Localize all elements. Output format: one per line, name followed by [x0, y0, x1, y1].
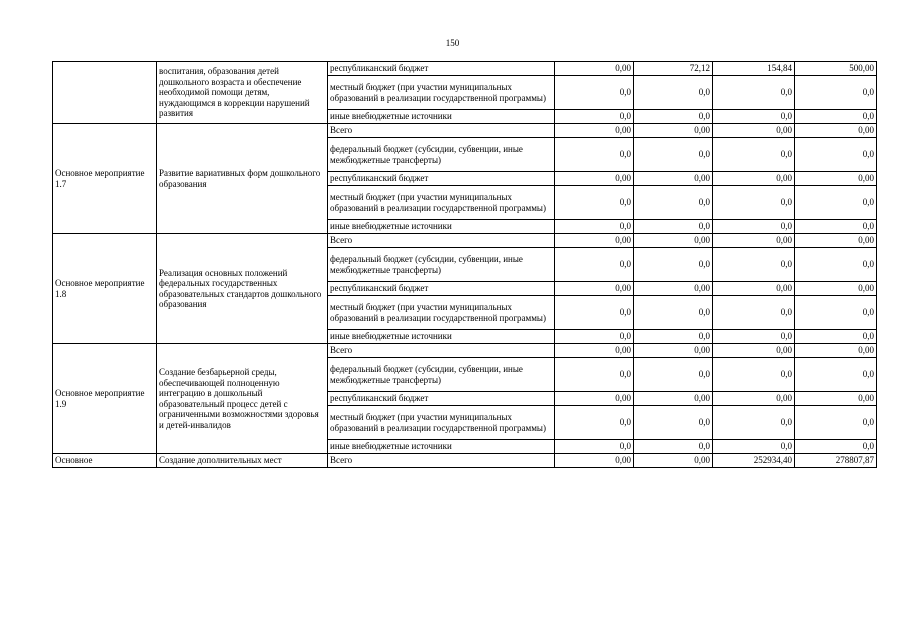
funding-source: иные внебюджетные источники — [328, 220, 555, 234]
value-cell: 500,00 — [795, 62, 877, 76]
value-cell: 278807,87 — [795, 454, 877, 468]
table-body — [53, 62, 877, 468]
funding-source: республиканский бюджет — [328, 62, 555, 76]
funding-source: иные внебюджетные источники — [328, 110, 555, 124]
value-cell: 0,0 — [634, 76, 713, 110]
measure-label: Основное мероприятие 1.9 — [53, 344, 157, 454]
funding-source: местный бюджет (при участии муниципальных образований в реализации государственной программы) — [328, 76, 555, 110]
value-cell: 0,0 — [634, 220, 713, 234]
value-cell: 0,0 — [713, 330, 795, 344]
value-cell: 0,0 — [713, 406, 795, 440]
value-cell: 0,0 — [555, 406, 634, 440]
value-cell: 0,0 — [795, 186, 877, 220]
value-cell: 0,0 — [795, 440, 877, 454]
value-cell: 0,00 — [634, 124, 713, 138]
value-cell: 0,00 — [555, 124, 634, 138]
value-cell: 0,0 — [795, 138, 877, 172]
value-cell: 0,0 — [555, 186, 634, 220]
funding-source: республиканский бюджет — [328, 392, 555, 406]
value-cell: 0,0 — [713, 358, 795, 392]
table-row — [53, 234, 877, 248]
value-cell: 0,00 — [795, 172, 877, 186]
value-cell: 0,00 — [713, 392, 795, 406]
funding-source: иные внебюджетные источники — [328, 330, 555, 344]
value-cell: 0,00 — [555, 392, 634, 406]
value-cell: 0,00 — [634, 392, 713, 406]
page-number: 150 — [445, 38, 460, 48]
value-cell: 0,00 — [713, 234, 795, 248]
table-row — [53, 62, 877, 76]
funding-source: местный бюджет (при участии муниципальных образований в реализации государственной программы) — [328, 186, 555, 220]
measure-label: Основное мероприятие 1.7 — [53, 124, 157, 234]
value-cell: 0,0 — [713, 76, 795, 110]
value-cell: 0,00 — [713, 172, 795, 186]
funding-source: федеральный бюджет (субсидии, субвенции, иные межбюджетные трансферты) — [328, 248, 555, 282]
value-cell: 0,00 — [555, 454, 634, 468]
measure-label: Основное — [53, 454, 157, 468]
measure-label: Основное мероприятие 1.8 — [53, 234, 157, 344]
value-cell: 0,0 — [795, 330, 877, 344]
value-cell: 0,0 — [795, 248, 877, 282]
value-cell: 0,0 — [555, 248, 634, 282]
value-cell: 0,00 — [634, 344, 713, 358]
value-cell: 0,00 — [634, 234, 713, 248]
value-cell: 0,00 — [795, 344, 877, 358]
budget-table — [52, 61, 877, 468]
value-cell: 0,0 — [555, 440, 634, 454]
value-cell: 0,00 — [713, 282, 795, 296]
value-cell: 0,0 — [634, 330, 713, 344]
value-cell: 0,00 — [634, 172, 713, 186]
measure-description: воспитания, образования детей дошкольного возраста и обеспечение необходимой помощи детям, нуждающимся в коррекции нарушений развития — [157, 62, 328, 124]
measure-description: Развитие вариативных форм дошкольного образования — [157, 124, 328, 234]
value-cell: 0,0 — [713, 248, 795, 282]
funding-source: федеральный бюджет (субсидии, субвенции, иные межбюджетные трансферты) — [328, 358, 555, 392]
funding-source: Всего — [328, 234, 555, 248]
value-cell: 0,0 — [555, 358, 634, 392]
value-cell: 0,0 — [795, 406, 877, 440]
funding-source: Всего — [328, 454, 555, 468]
value-cell: 0,0 — [634, 296, 713, 330]
value-cell: 0,0 — [795, 110, 877, 124]
value-cell: 0,0 — [713, 186, 795, 220]
value-cell: 0,00 — [713, 124, 795, 138]
funding-source: федеральный бюджет (субсидии, субвенции, иные межбюджетные трансферты) — [328, 138, 555, 172]
funding-source: республиканский бюджет — [328, 282, 555, 296]
funding-source: Всего — [328, 124, 555, 138]
value-cell: 72,12 — [634, 62, 713, 76]
value-cell: 0,00 — [555, 234, 634, 248]
value-cell: 0,00 — [555, 172, 634, 186]
value-cell: 154,84 — [713, 62, 795, 76]
value-cell: 0,00 — [795, 234, 877, 248]
value-cell: 0,0 — [634, 248, 713, 282]
funding-source: местный бюджет (при участии муниципальных образований в реализации государственной программы) — [328, 296, 555, 330]
value-cell: 0,0 — [795, 76, 877, 110]
table-row — [53, 344, 877, 358]
value-cell: 0,00 — [795, 392, 877, 406]
value-cell: 0,00 — [795, 124, 877, 138]
value-cell: 0,0 — [555, 76, 634, 110]
value-cell: 0,0 — [634, 110, 713, 124]
value-cell: 0,0 — [795, 358, 877, 392]
value-cell: 0,0 — [555, 330, 634, 344]
value-cell: 0,00 — [713, 344, 795, 358]
measure-description: Создание дополнительных мест — [157, 454, 328, 468]
measure-description: Реализация основных положений федеральных государственных образовательных стандартов дошкольного образования — [157, 234, 328, 344]
funding-source: республиканский бюджет — [328, 172, 555, 186]
value-cell: 0,0 — [713, 110, 795, 124]
value-cell: 0,0 — [713, 296, 795, 330]
value-cell: 0,0 — [634, 440, 713, 454]
value-cell: 0,0 — [555, 110, 634, 124]
value-cell: 0,0 — [634, 138, 713, 172]
value-cell: 0,0 — [555, 220, 634, 234]
value-cell: 0,0 — [795, 296, 877, 330]
value-cell: 0,0 — [713, 220, 795, 234]
value-cell: 0,00 — [555, 282, 634, 296]
value-cell: 0,00 — [634, 454, 713, 468]
funding-source: иные внебюджетные источники — [328, 440, 555, 454]
measure-label — [53, 62, 157, 124]
table-row — [53, 124, 877, 138]
measure-description: Создание безбарьерной среды, обеспечивающей полноценную интеграцию в дошкольный образовательный процесс детей с ограниченными возможностями здоровья и детей-инвалидов — [157, 344, 328, 454]
value-cell: 0,0 — [555, 296, 634, 330]
value-cell: 0,00 — [555, 62, 634, 76]
value-cell: 0,0 — [795, 220, 877, 234]
value-cell: 0,0 — [634, 406, 713, 440]
value-cell: 0,0 — [634, 358, 713, 392]
value-cell: 0,0 — [713, 138, 795, 172]
value-cell: 252934,40 — [713, 454, 795, 468]
table-row — [53, 454, 877, 468]
value-cell: 0,0 — [634, 186, 713, 220]
value-cell: 0,00 — [555, 344, 634, 358]
value-cell: 0,0 — [555, 138, 634, 172]
value-cell: 0,00 — [795, 282, 877, 296]
value-cell: 0,00 — [634, 282, 713, 296]
funding-source: местный бюджет (при участии муниципальных образований в реализации государственной программы) — [328, 406, 555, 440]
funding-source: Всего — [328, 344, 555, 358]
value-cell: 0,0 — [713, 440, 795, 454]
